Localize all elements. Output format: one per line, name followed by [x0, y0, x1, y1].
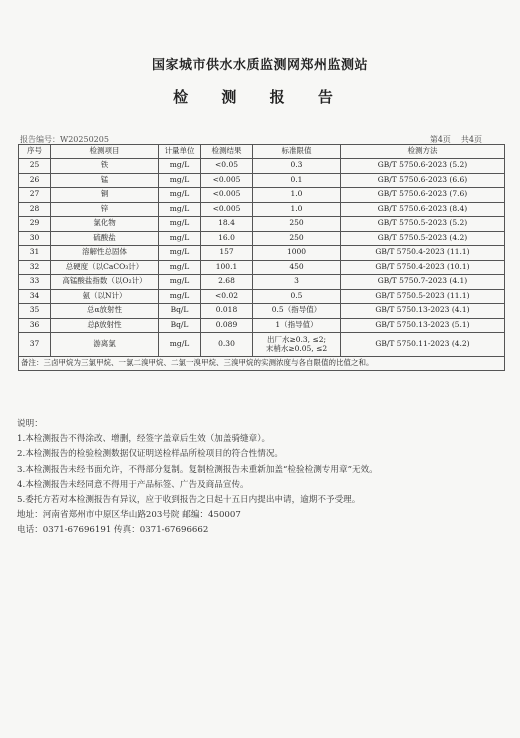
cell-item: 总硬度（以CaCO₃计） — [51, 260, 159, 275]
table-row — [19, 217, 505, 232]
note-item: 2.本检测报告的检验检测数据仅证明送检样品所检项目的符合性情况。 — [17, 449, 284, 460]
cell-item: 铜 — [51, 188, 159, 203]
cell-no: 25 — [19, 159, 51, 174]
cell-limit: 1.0 — [253, 202, 341, 217]
table-row — [19, 246, 505, 261]
cell-limit: 3 — [253, 275, 341, 290]
limit-line: 出厂水≥0.3, ≤2; — [266, 334, 327, 344]
cell-result: <0.05 — [201, 159, 253, 174]
cell-item: 氨（以N计） — [51, 289, 159, 304]
contact-line: 电话：0371-67696191 传真：0371-67696662 — [17, 525, 209, 536]
report-number: 报告编号：W20250205 — [20, 135, 109, 144]
cell-no: 28 — [19, 202, 51, 217]
cell-unit: mg/L — [159, 188, 201, 203]
cell-no: 33 — [19, 275, 51, 290]
instructions-section — [17, 417, 378, 539]
results-table — [18, 144, 505, 371]
table-row — [19, 159, 505, 174]
cell-result: <0.005 — [201, 202, 253, 217]
cell-method: GB/T 5750.11-2023 (4.2) — [341, 333, 505, 357]
page-total: 共4页 — [460, 135, 482, 144]
cell-item: 氯化物 — [51, 217, 159, 232]
cell-item: 高锰酸盐指数（以O₂计） — [51, 275, 159, 290]
note-item: 1.本检测报告不得涂改、增删，经签字盖章后生效（加盖骑缝章）。 — [17, 434, 271, 445]
cell-method: GB/T 5750.13-2023 (5.1) — [341, 318, 505, 333]
note-item: 5.委托方若对本检测报告有异议，应于收到报告之日起十五日内提出申请，逾期不予受理。 — [17, 495, 361, 506]
cell-method: GB/T 5750.6-2023 (6.6) — [341, 173, 505, 188]
table-row — [19, 289, 505, 304]
col-header-unit: 计量单位 — [159, 145, 201, 159]
cell-result: 0.018 — [201, 304, 253, 319]
cell-limit: 1.0 — [253, 188, 341, 203]
cell-no: 29 — [19, 217, 51, 232]
cell-limit: 250 — [253, 217, 341, 232]
table-row — [19, 202, 505, 217]
table-header-row — [19, 145, 505, 159]
cell-result: 18.4 — [201, 217, 253, 232]
table-row — [19, 318, 505, 333]
cell-unit: mg/L — [159, 260, 201, 275]
col-header-result: 检测结果 — [201, 145, 253, 159]
cell-unit: mg/L — [159, 202, 201, 217]
cell-unit: mg/L — [159, 289, 201, 304]
cell-limit: 1000 — [253, 246, 341, 261]
cell-item: 锰 — [51, 173, 159, 188]
cell-method: GB/T 5750.6-2023 (7.6) — [341, 188, 505, 203]
page-number: 第4页 — [429, 135, 451, 144]
cell-unit: Bq/L — [159, 304, 201, 319]
cell-no: 27 — [19, 188, 51, 203]
cell-item: 硫酸盐 — [51, 231, 159, 246]
col-header-item: 检测项目 — [51, 145, 159, 159]
report-title: 检 测 报 告 — [173, 88, 347, 106]
cell-limit: 250 — [253, 231, 341, 246]
cell-method: GB/T 5750.4-2023 (10.1) — [341, 260, 505, 275]
table-row — [19, 333, 505, 357]
cell-no: 32 — [19, 260, 51, 275]
cell-method: GB/T 5750.5-2023 (11.1) — [341, 289, 505, 304]
limit-line: 末梢水≥0.05, ≤2 — [265, 343, 328, 353]
cell-unit: Bq/L — [159, 318, 201, 333]
cell-unit: mg/L — [159, 333, 201, 357]
cell-result: 100.1 — [201, 260, 253, 275]
cell-method: GB/T 5750.5-2023 (4.2) — [341, 231, 505, 246]
cell-unit: mg/L — [159, 231, 201, 246]
table-row — [19, 231, 505, 246]
table-row — [19, 275, 505, 290]
cell-result: 0.089 — [201, 318, 253, 333]
cell-limit — [253, 333, 341, 357]
notes-heading: 说明： — [17, 419, 43, 429]
col-header-method: 检测方法 — [341, 145, 505, 159]
table-row — [19, 188, 505, 203]
cell-no: 31 — [19, 246, 51, 261]
note-item: 4.本检测报告未经同意不得用于产品标签、广告及商品宣传。 — [17, 479, 249, 490]
cell-result: 0.30 — [201, 333, 253, 357]
cell-unit: mg/L — [159, 246, 201, 261]
cell-result: <0.005 — [201, 188, 253, 203]
cell-item: 总β放射性 — [51, 318, 159, 333]
organization-name: 国家城市供水水质监测网郑州监测站 — [151, 58, 368, 73]
table-row — [19, 260, 505, 275]
cell-method: GB/T 5750.5-2023 (5.2) — [341, 217, 505, 232]
cell-result: <0.005 — [201, 173, 253, 188]
cell-limit: 0.5 — [253, 289, 341, 304]
cell-result: 16.0 — [201, 231, 253, 246]
cell-method: GB/T 5750.6-2023 (5.2) — [341, 159, 505, 174]
cell-no: 26 — [19, 173, 51, 188]
note-row — [19, 357, 505, 371]
cell-no: 35 — [19, 304, 51, 319]
cell-item: 锌 — [51, 202, 159, 217]
col-header-limit: 标准限值 — [253, 145, 341, 159]
cell-result: 157 — [201, 246, 253, 261]
cell-unit: mg/L — [159, 173, 201, 188]
cell-limit: 1（指导值） — [253, 318, 341, 333]
cell-limit: 0.3 — [253, 159, 341, 174]
cell-method: GB/T 5750.7-2023 (4.1) — [341, 275, 505, 290]
table-note: 备注：三卤甲烷为三氯甲烷、一氯二溴甲烷、二氯一溴甲烷、三溴甲烷的实测浓度与各自限值的比值之和。 — [19, 357, 505, 371]
cell-no: 34 — [19, 289, 51, 304]
cell-no: 36 — [19, 318, 51, 333]
note-item: 3.本检测报告未经书面允许，不得部分复制。复制检测报告未重新加盖“检验检测专用章”无效。 — [17, 464, 378, 475]
table-row — [19, 173, 505, 188]
cell-method: GB/T 5750.6-2023 (8.4) — [341, 202, 505, 217]
cell-method: GB/T 5750.4-2023 (11.1) — [341, 246, 505, 261]
cell-limit: 0.1 — [253, 173, 341, 188]
cell-method: GB/T 5750.13-2023 (4.1) — [341, 304, 505, 319]
cell-item: 游离氯 — [51, 333, 159, 357]
cell-limit: 450 — [253, 260, 341, 275]
cell-result: <0.02 — [201, 289, 253, 304]
address-line: 地址：河南省郑州市中原区华山路203号院 邮编：450007 — [17, 510, 241, 521]
cell-no: 37 — [19, 333, 51, 357]
cell-no: 30 — [19, 231, 51, 246]
table-row — [19, 304, 505, 319]
cell-unit: mg/L — [159, 217, 201, 232]
cell-item: 溶解性总固体 — [51, 246, 159, 261]
cell-item: 铁 — [51, 159, 159, 174]
cell-unit: mg/L — [159, 159, 201, 174]
cell-unit: mg/L — [159, 275, 201, 290]
cell-item: 总α放射性 — [51, 304, 159, 319]
cell-result: 2.68 — [201, 275, 253, 290]
col-header-no: 序号 — [19, 145, 51, 159]
cell-limit: 0.5（指导值） — [253, 304, 341, 319]
